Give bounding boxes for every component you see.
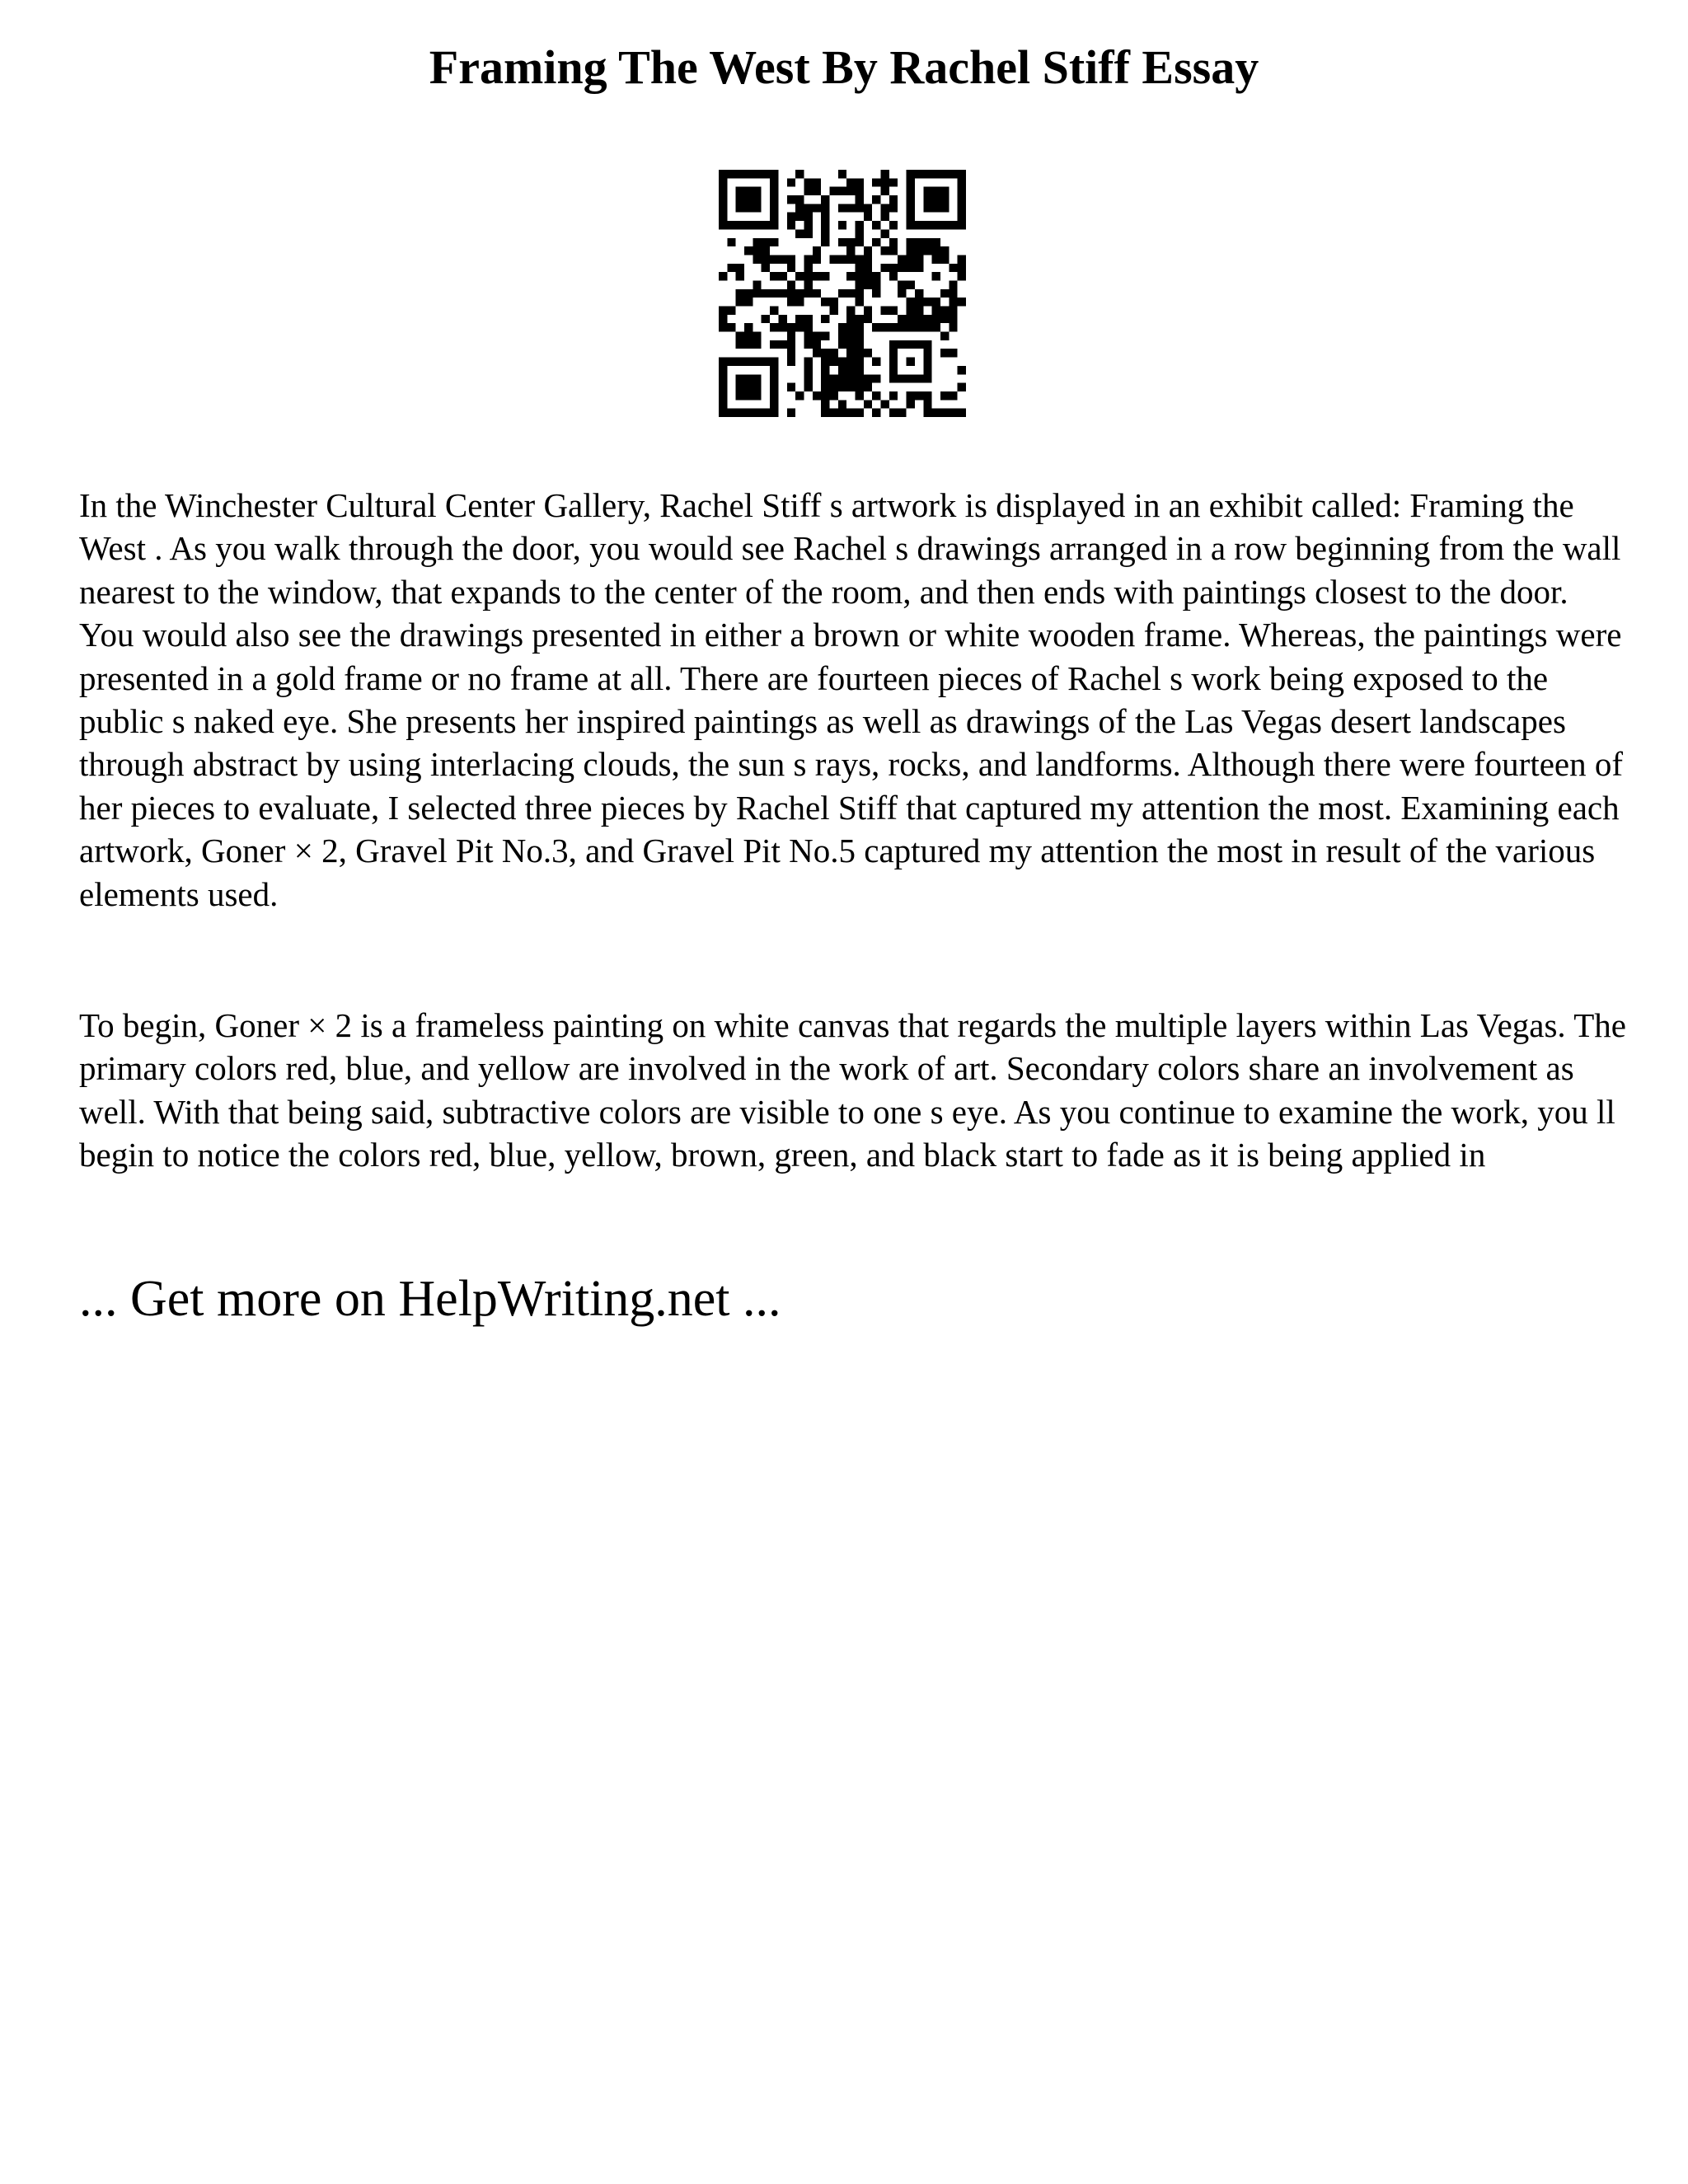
get-more-link[interactable]: ... Get more on HelpWriting.net ... (79, 1271, 781, 1327)
document-title: Framing The West By Rachel Stiff Essay (429, 40, 1259, 94)
paragraph-2: To begin, Goner × 2 is a frameless painting on white canvas that regards the multiple layers within Las Vegas. The primary colors red, blue, and yellow are involved in the work of art. Secondary colors share an involvement as well. With that being said, subtractive colors are visible to one s eye. As you continue to examine the work, you ll begin to notice the colors red, blue, yellow, brown, green, and black start to fade as it is being applied in (79, 1006, 1626, 1174)
qr-code-icon (719, 170, 966, 417)
paragraph-1: In the Winchester Cultural Center Gallery, Rachel Stiff s artwork is displayed in an exhibit called: Framing the West . As you walk through the door, you would see Rachel s drawings arranged in a row beginning from the wall nearest to the window, that expands to the center of the room, and then ends with paintings closest to the door. You would also see the drawings presented in either a brown or white wooden frame. Whereas, the paintings were presented in a gold frame or no frame at all. There are fourteen pieces of Rachel s work being exposed to the public s naked eye. She presents her inspired paintings as well as drawings of the Las Vegas desert landscapes through abstract by using interlacing clouds, the sun s rays, rocks, and landforms. Although there were fourteen of her pieces to evaluate, I selected three pieces by Rachel Stiff that captured my attention the most. Examining each artwork, Goner × 2, Gravel Pit No.3, and Gravel Pit No.5 captured my attention the most in result of the various elements used. (79, 486, 1624, 913)
